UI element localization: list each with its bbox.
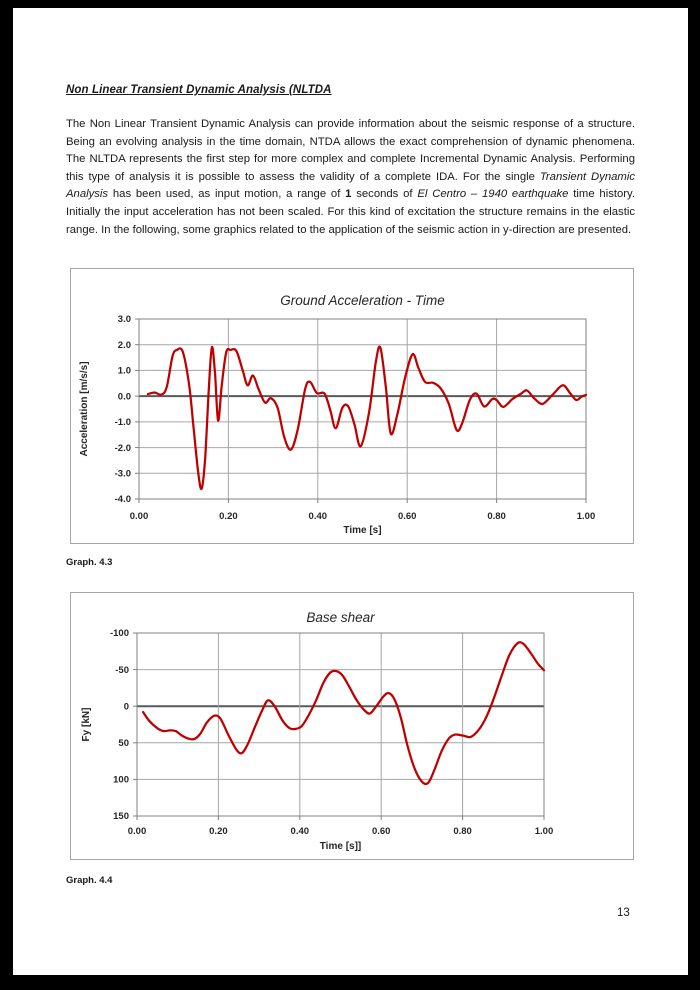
document-page (13, 8, 688, 975)
plot-border (139, 319, 586, 499)
caption-graph-4-3: Graph. 4.3 (66, 557, 113, 568)
paragraph-segment-italic: Transient Dynamic Analysis (66, 170, 635, 201)
paragraph-segment: seconds of (351, 188, 418, 201)
chart-base-shear (70, 592, 634, 860)
y-tick-label: -4.0 (114, 494, 131, 506)
y-tick-label: 1.0 (117, 365, 131, 377)
page-number: 13 (617, 907, 630, 919)
data-line-ground-acceleration (148, 347, 586, 489)
y-tick-label: -3.0 (114, 468, 131, 480)
chart-title: Ground Acceleration - Time (280, 293, 445, 308)
x-tick-label: 1.00 (576, 511, 596, 522)
x-tick-label: 0.80 (487, 511, 506, 522)
y-axis-label: Acceleration [m/s/s] (79, 361, 90, 457)
data-line-base-shear-Fy (143, 642, 544, 784)
y-tick-label: 150 (113, 811, 129, 823)
paragraph-segment-bold: 1 (345, 188, 352, 201)
x-axis-label: Time [s] (343, 525, 382, 536)
y-tick-label: -2.0 (114, 442, 131, 454)
y-axis-label: Fy [kN] (81, 707, 92, 742)
y-tick-label: 0 (123, 701, 129, 713)
chart-ground-acceleration-time (70, 268, 634, 544)
chart-canvas (71, 269, 633, 543)
y-tick-label: 100 (113, 774, 129, 786)
paragraph-segment: The Non Linear Transient Dynamic Analysis can provide information about the seismic response of a structure. Being an evolving analysis in the time domain, NTDA allows the exact comprehension of dynamic phenomena. The NLTDA represents the first step for more complex and complete Incremental Dynamic Analysis. Performing this type of analysis it is possible to assess the validity of a complete IDA. For the single (66, 118, 635, 183)
x-tick-label: 0.20 (219, 511, 238, 522)
paragraph-segment-italic: El Centro – 1940 earthquake (417, 188, 569, 201)
caption-graph-4-4: Graph. 4.4 (66, 875, 113, 886)
paragraph-segment: time history. Initially the input acceleration has not been scaled. For this kind of excitation the structure remains in the elastic range. In the following, some graphics related to the application of the seismic action in y-direction are presented. (66, 188, 635, 236)
y-tick-label: -50 (115, 664, 129, 676)
x-tick-label: 0.00 (127, 826, 147, 837)
x-axis-label: Time [s]] (319, 841, 362, 852)
y-tick-label: 2.0 (117, 339, 131, 351)
y-tick-label: -100 (109, 628, 129, 640)
x-tick-label: 0.40 (290, 826, 310, 837)
section-heading: Non Linear Transient Dynamic Analysis (NLTDA (66, 84, 332, 96)
y-tick-label: 0.0 (117, 391, 131, 403)
x-tick-label: 0.60 (397, 511, 417, 522)
x-tick-label: 1.00 (534, 826, 554, 837)
x-tick-label: 0.60 (371, 826, 391, 837)
x-tick-label: 0.00 (129, 511, 149, 522)
x-tick-label: 0.40 (308, 511, 328, 522)
y-tick-label: 50 (118, 738, 129, 749)
body-paragraph (66, 116, 635, 239)
paragraph-segment: has been used, as input motion, a range of (108, 188, 346, 201)
y-tick-label: 3.0 (117, 314, 131, 326)
y-tick-label: -1.0 (114, 417, 131, 429)
x-tick-label: 0.80 (453, 826, 472, 837)
chart-canvas (71, 593, 633, 859)
chart-title: Base shear (306, 610, 375, 625)
x-tick-label: 0.20 (209, 826, 228, 837)
